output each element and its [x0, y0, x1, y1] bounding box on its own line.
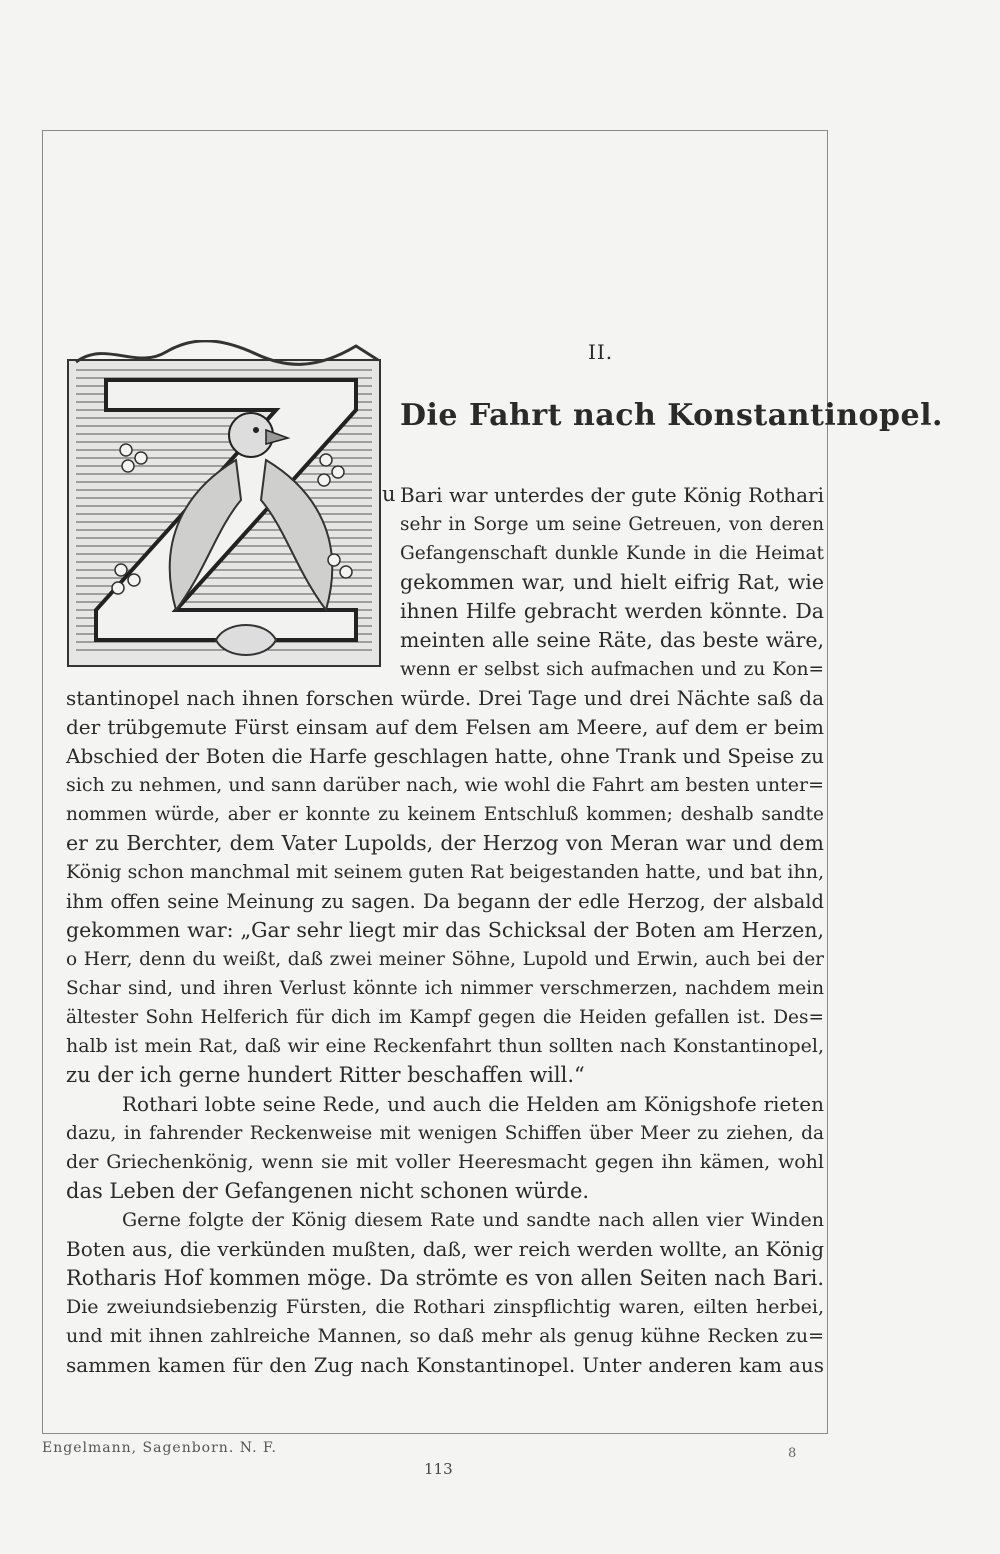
text-line: wenn er selbst sich aufmachen und zu Kon=: [400, 659, 824, 680]
text-line: Boten aus, die verkünden mußten, daß, wer reich werden wollte, an König: [66, 1237, 824, 1261]
chapter-title: Die Fahrt nach Konstantinopel.: [400, 398, 943, 433]
text-line: Rotharis Hof kommen möge. Da strömte es von allen Seiten nach Bari.: [66, 1266, 824, 1290]
text-line: sammen kamen für den Zug nach Konstantinopel. Unter anderen kam aus: [66, 1353, 824, 1377]
text-line: nommen würde, aber er konnte zu keinem Entschluß kommen; deshalb sandte: [66, 804, 824, 825]
source-note: Engelmann, Sagenborn. N. F.: [42, 1440, 277, 1456]
text-line: der Griechenkönig, wenn sie mit voller Heeresmacht gegen ihn kämen, wohl: [66, 1151, 824, 1173]
text-line: Schar sind, und ihren Verlust könnte ich nimmer verschmerzen, nachdem mein: [66, 978, 824, 999]
sheet-signature: 8: [788, 1446, 797, 1461]
text-line: er zu Berchter, dem Vater Lupolds, der Herzog von Meran war und dem: [66, 831, 824, 855]
text-line: Bari war unterdes der gute König Rothari: [400, 483, 824, 507]
text-line: meinten alle seine Räte, das beste wäre,: [400, 628, 824, 652]
text-line: König schon manchmal mit seinem guten Rat beigestanden hatte, und bat ihn,: [66, 861, 824, 883]
text-line: Abschied der Boten die Harfe geschlagen hatte, ohne Trank und Speise zu: [66, 744, 824, 768]
page-number: 113: [424, 1460, 453, 1478]
text-line: Die zweiundsiebenzig Fürsten, die Rothari zinspflichtig waren, eilten herbei,: [66, 1296, 824, 1318]
text-line: Gerne folgte der König diesem Rate und sandte nach allen vier Winden: [122, 1209, 824, 1231]
text-line: halb ist mein Rat, daß wir eine Reckenfahrt thun sollten nach Konstantinopel,: [66, 1035, 824, 1057]
initial-continuation: u: [382, 482, 396, 506]
text-line: dazu, in fahrender Reckenweise mit wenigen Schiffen über Meer zu ziehen, da: [66, 1123, 824, 1144]
text-line: und mit ihnen zahlreiche Mannen, so daß mehr als genug kühne Recken zu=: [66, 1325, 824, 1347]
text-line: o Herr, denn du weißt, daß zwei meiner Söhne, Lupold und Erwin, auch bei der: [66, 949, 824, 970]
text-line: Gefangenschaft dunkle Kunde in die Heimat: [400, 543, 824, 564]
text-line: Rothari lobte seine Rede, und auch die Helden am Königshofe rieten: [122, 1092, 824, 1116]
text-line: zu der ich gerne hundert Ritter beschaffen will.“: [66, 1063, 585, 1087]
text-line: ihm offen seine Meinung zu sagen. Da begann der edle Herzog, der alsbald: [66, 890, 824, 913]
text-line: stantinopel nach ihnen forschen würde. Drei Tage und drei Nächte saß da: [66, 686, 824, 710]
text-line: sehr in Sorge um seine Getreuen, von deren: [400, 514, 824, 535]
text-line: ihnen Hilfe gebracht werden könnte. Da: [400, 599, 824, 623]
chapter-number: II.: [588, 340, 614, 364]
text-line: ältester Sohn Helferich für dich im Kampf gegen die Heiden gefallen ist. Des=: [66, 1007, 824, 1028]
text-line: sich zu nehmen, und sann darüber nach, wie wohl die Fahrt am besten unter=: [66, 774, 824, 796]
text-line: das Leben der Gefangenen nicht schonen würde.: [66, 1179, 590, 1203]
decorated-initial-eagle-icon: [66, 340, 384, 668]
text-line: gekommen war, und hielt eifrig Rat, wie: [400, 570, 824, 594]
text-line: gekommen war: „Gar sehr liegt mir das Schicksal der Boten am Herzen,: [66, 918, 824, 942]
text-line: der trübgemute Fürst einsam auf dem Felsen am Meere, auf dem er beim: [66, 715, 824, 739]
